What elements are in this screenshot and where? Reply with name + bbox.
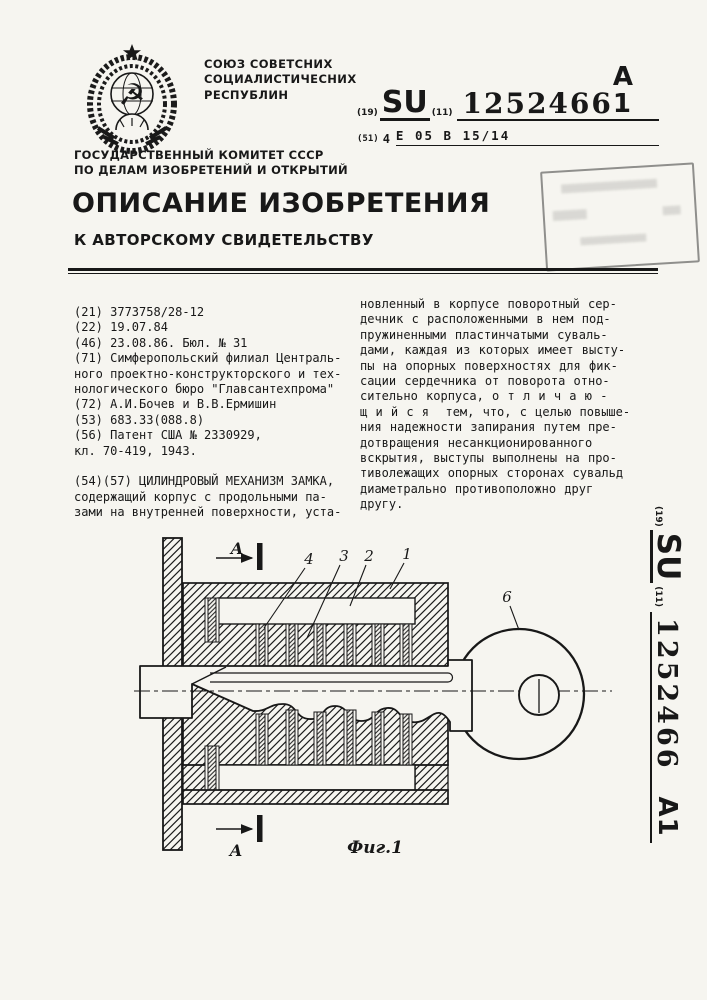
sidebar-inid-19: (19) [653,506,663,527]
publication-number-row [357,64,659,121]
lower-pin [208,746,216,790]
header-divider [68,268,658,274]
stamp [540,162,700,271]
sidebar-country-code: SU [650,530,683,584]
country-code: SU [381,85,428,120]
svg-text:А: А [229,841,243,860]
document-title: ОПИСАНИЕ ИЗОБРЕТЕНИЯ [72,188,491,219]
section-mark-top [216,539,263,570]
svg-text:4: 4 [304,550,314,568]
bibliographic-column: (21) 3773758/28-12 (22) 19.07.84 (46) 23.08.86. Бюл. № 31 (71) Симферопольский филиал Централь- ного проектно-конструкторского и тех- нологического бюро "Главсантехпрома" (72) А.И.Бочев и В.В.Ермишин (53) 683.33(088.8) (56) Патент США № 2330929, кл. 70-419, 1943. (54)(57) ЦИЛИНДРОВЫЙ МЕХАНИЗМ ЗАМКА, содержащий корпус с продольными па- зами на внутренней поверхности, уста- [74,305,342,520]
figure-1-drawing [130,525,620,875]
claim-column: новленный в корпусе поворотный сер- дечник с расположенными в нем под- пружиненными пластинчатыми суваль- дами, каждая из которых имеет высту- пы на опорных поверхностях для фик- сации сердечника от поворота отно- сительно корпуса, о т л и ч а ю - щ и й с я тем, что, с целью повыше- ния надежности запирания путем пре- дотвращения несанкционированного вскрытия, выступы выполнены на про- тиволежащих опорных сторонах сувальд диаметрально противоположно друг другу. [360,297,631,512]
svg-text:1: 1 [402,545,412,563]
svg-text:6: 6 [502,588,512,606]
section-mark-bottom [216,815,263,860]
hammer-sickle-icon: ☭ [118,78,146,113]
inid-11: (11) [431,108,453,118]
number-group [457,64,660,121]
committee-name: ГОСУДАРСТВЕННЫЙ КОМИТЕТ СССР ПО ДЕЛАМ ИЗОБРЕТЕНИЙ И ОТКРЫТИЙ [74,148,348,178]
ipc-edition: 4 [382,132,390,146]
upper-pin [208,598,216,642]
svg-text:А: А [230,539,244,558]
upper-cavity [218,598,415,624]
ipc-class: E 05 B 15/14 [396,128,659,146]
ussr-emblem-icon [84,42,180,154]
inid-51: (51) [357,134,379,144]
document-subtitle: К АВТОРСКОМУ СВИДЕТЕЛЬСТВУ [74,231,374,249]
country-name: СОЮЗ СОВЕТСНИХ СОЦИАЛИСТИЧЕСНИХ РЕСПУБЛИН [204,57,357,102]
sidebar-publication-number [630,506,704,836]
sidebar-number-group [650,612,680,843]
figure-caption: Фиг.1 [347,838,403,858]
svg-text:2: 2 [364,547,374,565]
kind-code: A 1 [612,62,635,119]
star-icon [123,44,141,61]
sidebar-inid-11: (11) [653,586,663,608]
inid-19: (19) [357,108,378,118]
lower-cavity [218,765,415,790]
publication-number: 1252466 [462,87,613,120]
sidebar-publication-number-text: 1252466 [651,618,682,771]
ipc-class-row [357,128,659,146]
sidebar-kind-code: A1 [652,796,682,837]
svg-text:3: 3 [339,547,349,565]
